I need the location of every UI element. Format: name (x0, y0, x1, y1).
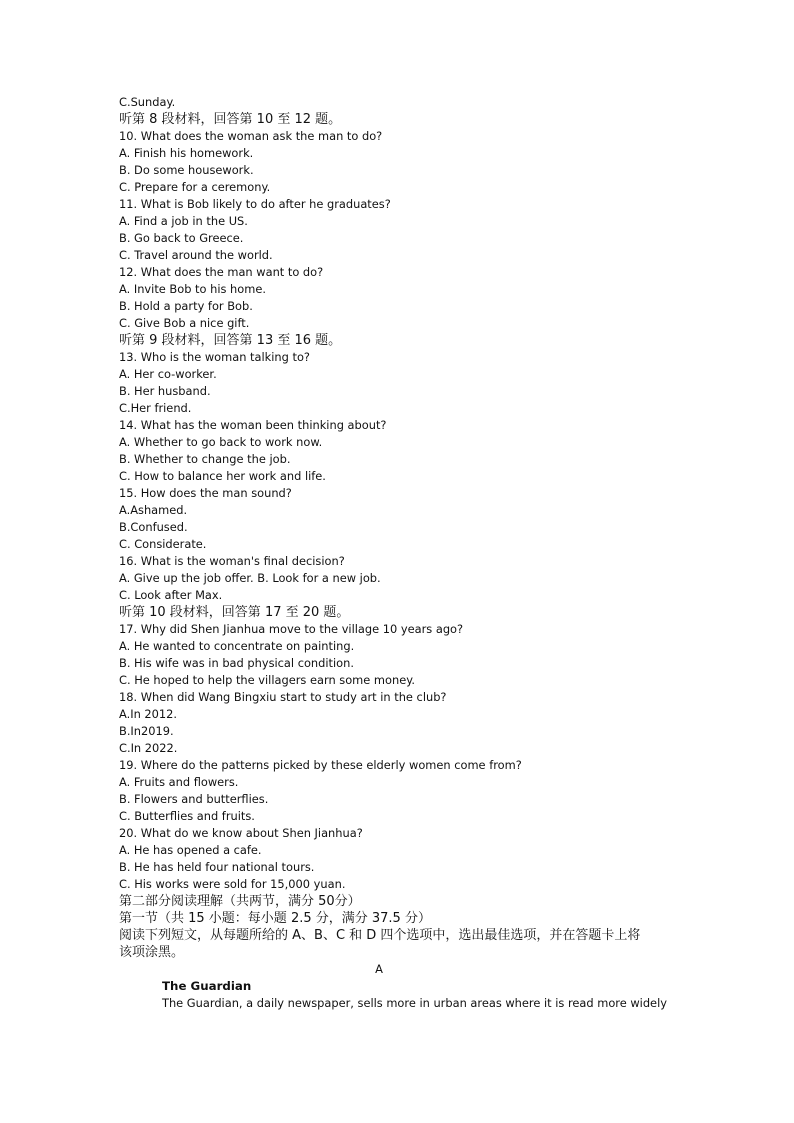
option: A. He wanted to concentrate on painting. (119, 639, 355, 653)
passage-title: The Guardian (162, 979, 252, 993)
option: B. Hold a party for Bob. (119, 299, 253, 313)
option: B.In2019. (119, 724, 174, 738)
question-10: 10. What does the woman ask the man to do? (119, 129, 383, 143)
option: A. Finish his homework. (119, 146, 254, 160)
option: C.Her friend. (119, 401, 192, 415)
option: C.In 2022. (119, 741, 178, 755)
question-14: 14. What has the woman been thinking about? (119, 418, 387, 432)
passage-first-line: The Guardian, a daily newspaper, sells more in urban areas where it is read more widely (162, 996, 667, 1010)
reading-instruction-cont: 该项涂黑。 (119, 945, 185, 960)
question-17: 17. Why did Shen Jianhua move to the village 10 years ago? (119, 622, 464, 636)
option: A. Fruits and flowers. (119, 775, 239, 789)
section-heading: 第一节（共 15 小题：每小题 2.5 分，满分 37.5 分） (119, 911, 431, 926)
option: A. Invite Bob to his home. (119, 282, 266, 296)
option: A.Ashamed. (119, 503, 188, 517)
option: C. Considerate. (119, 537, 207, 551)
option: B. He has held four national tours. (119, 860, 315, 874)
question-11: 11. What is Bob likely to do after he graduates? (119, 197, 391, 211)
option: C. Travel around the world. (119, 248, 273, 262)
option: C. Give Bob a nice gift. (119, 316, 250, 330)
option: C. Prepare for a ceremony. (119, 180, 271, 194)
text-line: C.Sunday. (119, 95, 176, 109)
question-18: 18. When did Wang Bingxiu start to study art in the club? (119, 690, 447, 704)
passage-letter: A (375, 962, 383, 976)
option: B. Her husband. (119, 384, 211, 398)
option: B. Do some housework. (119, 163, 254, 177)
question-16: 16. What is the woman's final decision? (119, 554, 345, 568)
option: A. Whether to go back to work now. (119, 435, 323, 449)
option: A. Find a job in the US. (119, 214, 248, 228)
question-15: 15. How does the man sound? (119, 486, 292, 500)
option: B. His wife was in bad physical condition. (119, 656, 354, 670)
option: C. Look after Max. (119, 588, 223, 602)
question-19: 19. Where do the patterns picked by these elderly women come from? (119, 758, 522, 772)
option: A. Give up the job offer. B. Look for a new job. (119, 571, 381, 585)
option: C. His works were sold for 15,000 yuan. (119, 877, 346, 891)
option: B. Go back to Greece. (119, 231, 244, 245)
part-heading: 第二部分阅读理解（共两节，满分 50分） (119, 894, 361, 909)
option: B.Confused. (119, 520, 188, 534)
question-12: 12. What does the man want to do? (119, 265, 324, 279)
question-20: 20. What do we know about Shen Jianhua? (119, 826, 363, 840)
option: A. Her co-worker. (119, 367, 217, 381)
option: C. He hoped to help the villagers earn some money. (119, 673, 415, 687)
listening-instruction: 听第 10 段材料，回答第 17 至 20 题。 (119, 605, 350, 620)
option: A.In 2012. (119, 707, 178, 721)
reading-instruction: 阅读下列短文，从每题所给的 A、B、C 和 D 四个选项中，选出最佳选项，并在答题卡上将 (119, 928, 641, 943)
option: B. Flowers and butterflies. (119, 792, 269, 806)
question-13: 13. Who is the woman talking to? (119, 350, 310, 364)
page-content (119, 94, 679, 1012)
option: A. He has opened a cafe. (119, 843, 262, 857)
listening-instruction: 听第 8 段材料，回答第 10 至 12 题。 (119, 112, 342, 127)
option: B. Whether to change the job. (119, 452, 291, 466)
option: C. How to balance her work and life. (119, 469, 326, 483)
listening-instruction: 听第 9 段材料，回答第 13 至 16 题。 (119, 333, 342, 348)
option: C. Butterflies and fruits. (119, 809, 255, 823)
